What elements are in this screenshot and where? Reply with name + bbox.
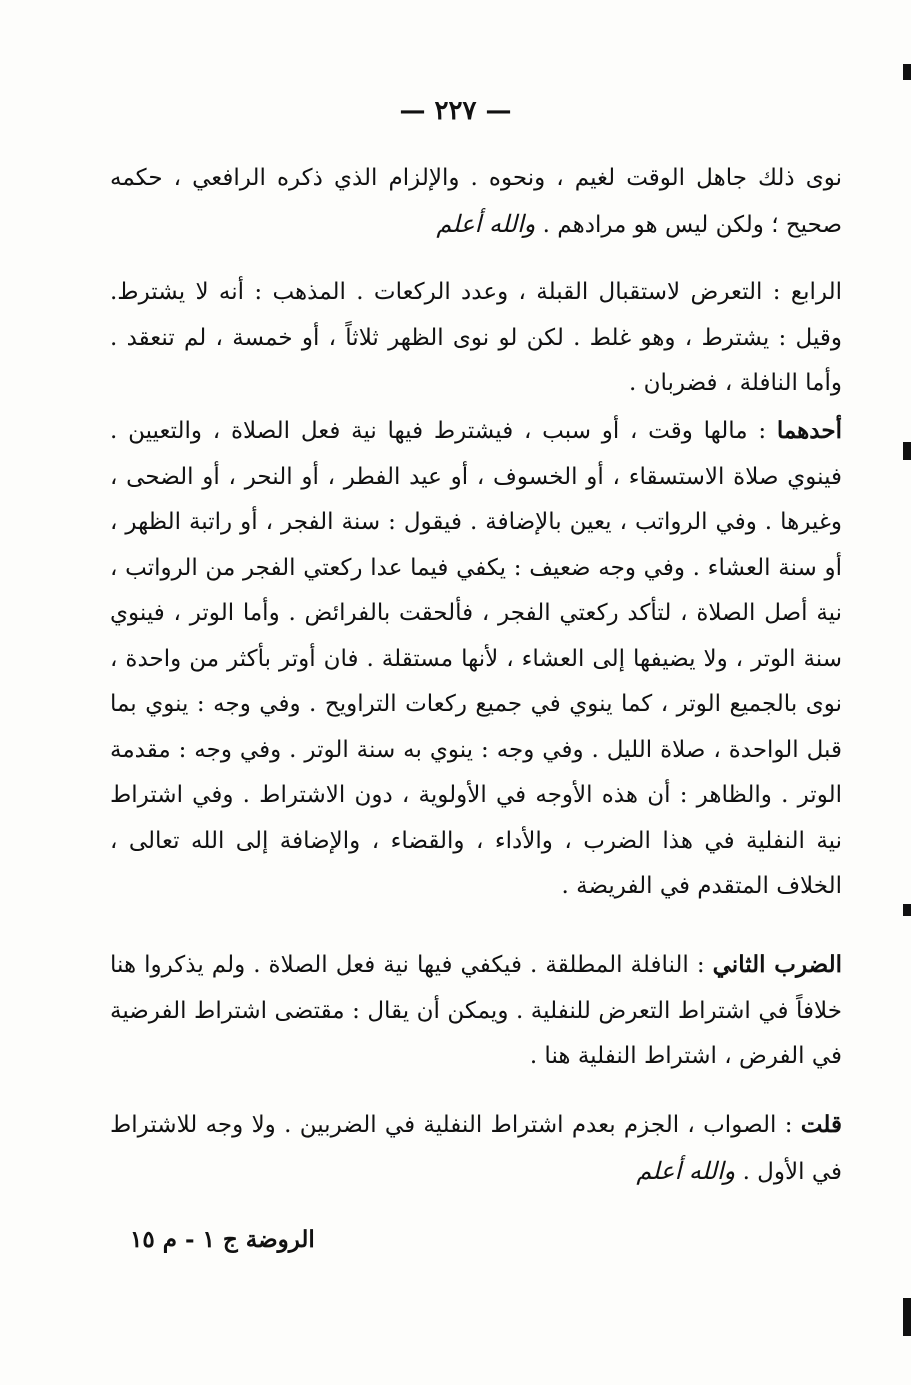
paragraph-1 bbox=[110, 156, 842, 248]
page-number: — ٢٢٧ — bbox=[399, 96, 512, 126]
paragraph-2-text: الرابع : التعرض لاستقبال القبلة ، وعدد الركعات . المذهب : أنه لا يشترط. وقيل : يشترط ، وهو غلط . لكن لو نوى الظهر ثلاثاً ، أو خمسة ، لم تنعقد . وأما النافلة ، فضربان . bbox=[110, 279, 842, 396]
paragraph-5-text: : الصواب ، الجزم بعدم اشتراط النفلية في الضربين . ولا وجه للاشتراط في الأول . bbox=[110, 1112, 842, 1185]
binding-mark bbox=[903, 904, 911, 916]
binding-mark bbox=[903, 442, 911, 460]
paragraph-4-lead: الضرب الثاني bbox=[712, 951, 842, 978]
paragraph-3-lead: أحدهما bbox=[776, 417, 842, 444]
binding-mark bbox=[903, 64, 911, 80]
paragraph-1-closing: والله أعلم bbox=[436, 209, 536, 238]
paragraph-3 bbox=[110, 408, 842, 910]
paragraph-2 bbox=[110, 270, 842, 407]
binding-mark bbox=[903, 1298, 911, 1336]
paragraph-5 bbox=[110, 1102, 842, 1195]
paragraph-3-text: : مالها وقت ، أو سبب ، فيشترط فيها نية فعل الصلاة ، والتعيين . فينوي صلاة الاستسقاء ، أو الخسوف ، أو عيد الفطر ، أو النحر ، أو الضحى ، وغيرها . وفي الرواتب ، يعين بالإضافة . فيقول : سنة الفجر ، أو راتبة الظهر ، أو سنة العشاء . وفي وجه ضعيف : يكفي فيما عدا ركعتي الفجر من الرواتب ، نية أصل الصلاة ، لتأكد ركعتي الفجر ، فألحقت بالفرائض . وأما الوتر ، فينوي سنة الوتر ، ولا يضيفها إلى العشاء ، لأنها مستقلة . فان أوتر بأكثر من واحدة ، نوى بالجميع الوتر ، كما ينوي في جميع ركعات التراويح . وفي وجه : ينوي بما قبل الواحدة ، صلاة الليل . وفي وجه : ينوي به سنة الوتر . وفي وجه : مقدمة الوتر . والظاهر : أن هذه الأوجه في الأولوية ، دون الاشتراط . وفي اشتراط نية النفلية في هذا الضرب ، والأداء ، والقضاء ، والإضافة إلى الله تعالى ، الخلاف المتقدم في الفريضة . bbox=[110, 418, 842, 899]
footer-signature: الروضة ج ١ - م ١٥ bbox=[130, 1226, 315, 1253]
paragraph-4-text: : النافلة المطلقة . فيكفي فيها نية فعل الصلاة . ولم يذكروا هنا خلافاً في اشتراط التعرض للنفلية . ويمكن أن يقال : مقتضى اشتراط الفرضية في الفرض ، اشتراط النفلية هنا . bbox=[110, 952, 842, 1069]
paragraph-5-lead: قلت bbox=[800, 1111, 842, 1138]
paragraph-4 bbox=[110, 942, 842, 1080]
paragraph-1-text: نوى ذلك جاهل الوقت لغيم ، ونحوه . والإلزام الذي ذكره الرافعي ، حكمه صحيح ؛ ولكن ليس هو مرادهم . bbox=[110, 165, 842, 238]
paragraph-5-closing: والله أعلم bbox=[636, 1156, 736, 1185]
